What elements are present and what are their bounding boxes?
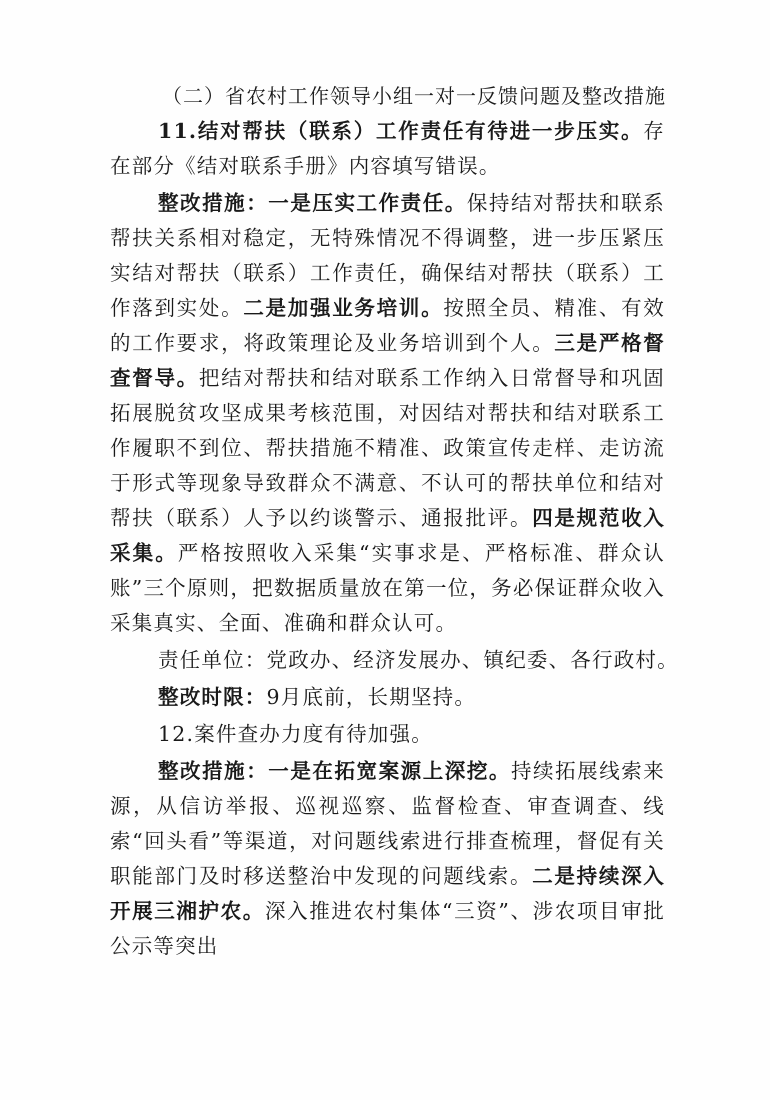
item-12-measure-1-title: 一是在拓宽案源上深挖。 <box>268 759 511 783</box>
item-12-measures-label: 整改措施： <box>158 759 269 783</box>
item-12-measures-paragraph <box>110 754 665 964</box>
item-12-heading: 12.案件查办力度有待加强。 <box>158 722 433 746</box>
item-12-measure-2-text: 深入推进农村集体“三资”、涉农项目审批公示等突出 <box>110 899 665 958</box>
item-11-measure-3-text: 把结对帮扶和结对联系工作纳入日常督导和巩固拓展脱贫攻坚成果考核范围，对因结对帮扶和结对联系工作履职不到位、帮扶措施不精准、政策宣传走样、走访流于形式等现象导致群众不满意、不认可的帮扶单位和结对帮扶（联系）人予以约谈警示、通报批评。 <box>110 366 665 530</box>
deadline-label: 整改时限： <box>158 685 267 709</box>
item-11-measures-paragraph <box>110 186 665 641</box>
item-11-measure-2-title: 二是加强业务培训。 <box>243 296 444 320</box>
item-11-measure-4-title: 四是规范收入采集。 <box>110 506 665 565</box>
item-11-measure-3-title: 三是严格督查督导。 <box>110 331 666 390</box>
responsible-label: 责任单位： <box>158 648 267 672</box>
deadline-value: 9月底前，长期坚持。 <box>266 685 477 709</box>
item-11-heading: 11.结对帮扶（联系）工作责任有待进一步压实。 <box>158 119 644 143</box>
item-11-responsible-line <box>110 643 679 678</box>
document-body <box>110 80 679 966</box>
item-12-paragraph <box>110 717 665 752</box>
item-11-measure-1-text: 保持结对帮扶和联系帮扶关系相对稳定，无特殊情况不得调整，进一步压紧压实结对帮扶（联系）工作责任，确保结对帮扶（联系）工作落到实处。 <box>110 191 665 320</box>
item-12-measure-2-title: 二是持续深入开展三湘护农。 <box>110 864 665 923</box>
item-11-paragraph <box>110 114 665 184</box>
item-11-measure-2-text: 按照全员、精准、有效的工作要求，将政策理论及业务培训到个人。 <box>110 296 665 355</box>
item-11-measure-1-title: 一是压实工作责任。 <box>268 191 467 215</box>
item-11-measures-label: 整改措施： <box>158 191 269 215</box>
section-heading: （二）省农村工作领导小组一对一反馈问题及整改措施 <box>162 84 666 108</box>
item-11-heading-rest: 存在部分《结对联系手册》内容填写错误。 <box>110 119 665 178</box>
item-12-measure-1-text: 持续拓展线索来源，从信访举报、巡视巡察、监督检查、审查调查、线索“回头看”等渠道，对问题线索进行排查梳理，督促有关职能部门及时移送整治中发现的问题线索。 <box>110 759 666 888</box>
item-11-measure-4-text: 严格按照收入采集“实事求是、严格标准、群众认账”三个原则，把数据质量放在第一位，务必保证群众收入采集真实、全面、准确和群众认可。 <box>110 541 665 635</box>
item-11-deadline-line <box>110 680 665 715</box>
responsible-value: 党政办、经济发展办、镇纪委、各行政村。 <box>266 648 679 672</box>
